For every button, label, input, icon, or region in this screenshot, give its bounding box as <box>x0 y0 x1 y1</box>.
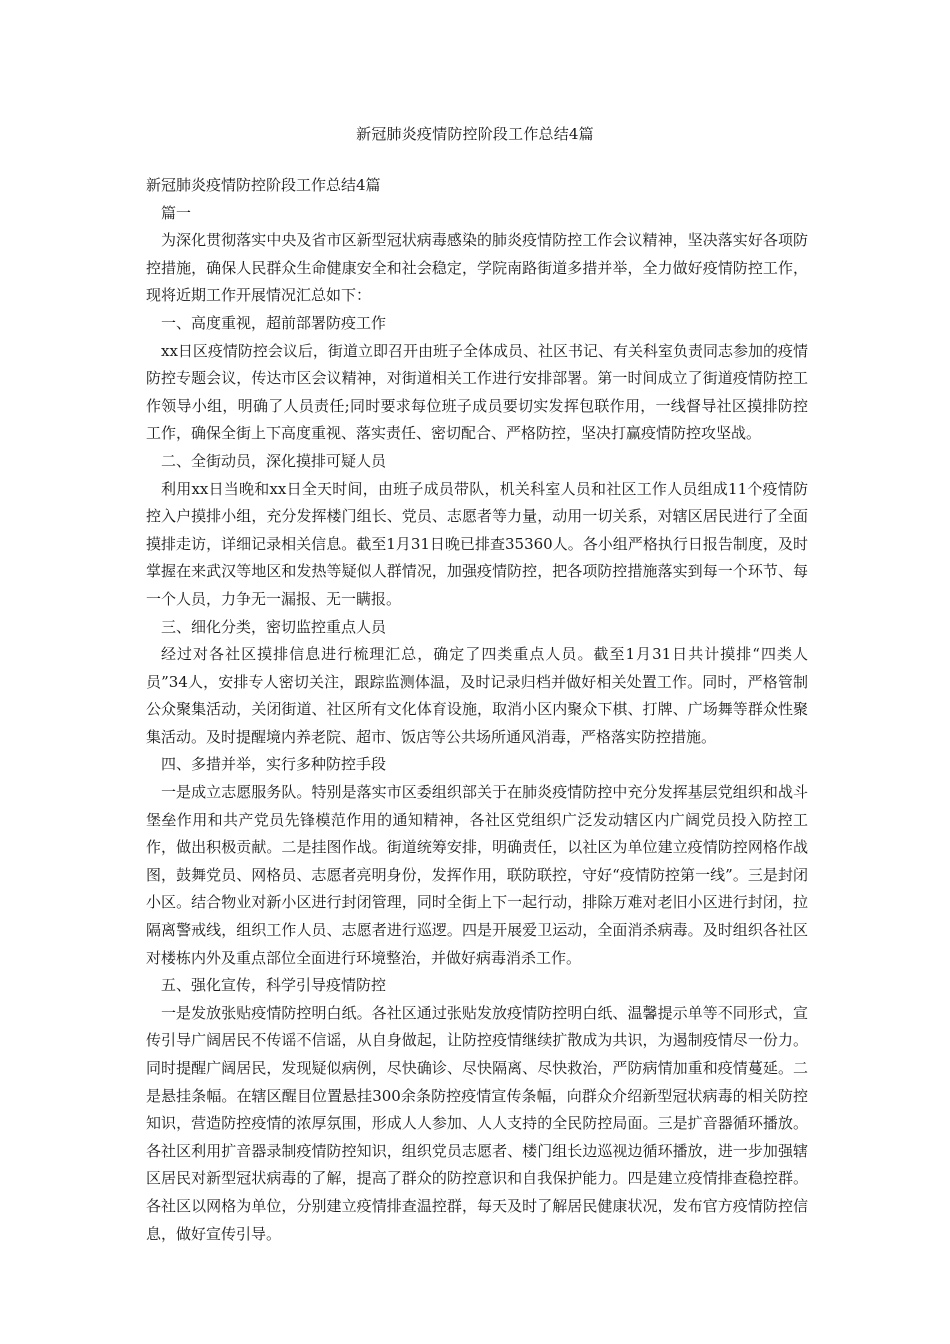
document-body <box>146 172 808 1248</box>
section-heading: 四、多措并举，实行多种防控手段 <box>161 755 387 774</box>
section-paragraph: 经过对各社区摸排信息进行梳理汇总，确定了四类重点人员。截至1月31日共计摸排“四类人员”34人，安排专人密切关注，跟踪监测体温，及时记录归档并做好相关处置工作。同时，严格管制公众聚集活动，关闭街道、社区所有文化体育设施，取消小区内聚众下棋、打牌、广场舞等群众性聚集活动。及时提醒境内养老院、超市、饭店等公共场所通风消毒，严格落实防控措施。 <box>146 645 808 746</box>
section-paragraph: 一是发放张贴疫情防控明白纸。各社区通过张贴发放疫情防控明白纸、温馨提示单等不同形式，宣传引导广阔居民不传谣不信谣，从自身做起，让防控疫情继续扩散成为共识，为遏制疫情尽一份力。同时提醒广阔居民，发现疑似病例，尽快确诊、尽快隔离、尽快救治，严防病情加重和疫情蔓延。二是悬挂条幅。在辖区醒目位置悬挂300余条防控疫情宣传条幅，向群众介绍新型冠状病毒的相关防控知识，营造防控疫情的浓厚氛围，形成人人参加、人人支持的全民防控局面。三是扩音器循环播放。各社区利用扩音器录制疫情防控知识，组织党员志愿者、楼门组长边巡视边循环播放，进一步加强辖区居民对新型冠状病毒的了解，提高了群众的防控意识和自我保护能力。四是建立疫情排查稳控群。各社区以网格为单位，分别建立疫情排查温控群，每天及时了解居民健康状况，发布官方疫情防控信息，做好宣传引导。 <box>146 1003 808 1243</box>
section-paragraph: 一是成立志愿服务队。特别是落实市区委组织部关于在肺炎疫情防控中充分发挥基层党组织和战斗堡垒作用和共产党员先锋模范作用的通知精神，各社区党组织广泛发动辖区内广阔党员投入防控工作，做出积极贡献。二是挂图作战。街道统筹安排，明确责任，以社区为单位建立疫情防控网格作战图，鼓舞党员、网格员、志愿者亮明身份，发挥作用，联防联控，守好“疫情防控第一线”。三是封闭小区。结合物业对新小区进行封闭管理，同时全街上下一起行动，排除万难对老旧小区进行封闭，拉隔离警戒线，组织工作人员、志愿者进行巡逻。四是开展爱卫运动，全面消杀病毒。及时组织各社区对楼栋内外及重点部位全面进行环境整治，并做好病毒消杀工作。 <box>146 783 808 967</box>
section-heading: 三、细化分类，密切监控重点人员 <box>161 617 387 636</box>
section-heading: 二、全街动员，深化摸排可疑人员 <box>161 451 387 470</box>
part-label: 篇一 <box>161 203 192 222</box>
document-subtitle: 新冠肺炎疫情防控阶段工作总结4篇 <box>146 176 381 194</box>
intro-paragraph: 为深化贯彻落实中央及省市区新型冠状病毒感染的肺炎疫情防控工作会议精神，坚决落实好各项防控措施，确保人民群众生命健康安全和社会稳定，学院南路街道多措并举，全力做好疫情防控工作，现将近期工作开展情况汇总如下： <box>146 231 808 305</box>
section-paragraph: 利用xx日当晚和xx日全天时间，由班子成员带队，机关科室人员和社区工作人员组成11个疫情防控入户摸排小组，充分发挥楼门组长、党员、志愿者等力量，动用一切关系，对辖区居民进行了全面摸排走访，详细记录相关信息。截至1月31日晚已排查35360人。各小组严格执行日报告制度，及时掌握在来武汉等地区和发热等疑似人群情况，加强疫情防控，把各项防控措施落实到每一个环节、每一个人员，力争无一漏报、无一瞒报。 <box>146 479 808 608</box>
section-heading: 一、高度重视，超前部署防疫工作 <box>161 313 387 332</box>
document-title: 新冠肺炎疫情防控阶段工作总结4篇 <box>356 125 594 143</box>
section-heading: 五、强化宣传，科学引导疫情防控 <box>161 976 387 995</box>
section-paragraph: xx日区疫情防控会议后，街道立即召开由班子全体成员、社区书记、有关科室负责同志参加的疫情防控专题会议，传达市区会议精神，对街道相关工作进行安排部署。第一时间成立了街道疫情防控工作领导小组，明确了人员责任;同时要求每位班子成员要切实发挥包联作用，一线督导社区摸排防控工作，确保全街上下高度重视、落实责任、密切配合、严格防控，坚决打赢疫情防控攻坚战。 <box>146 341 808 443</box>
